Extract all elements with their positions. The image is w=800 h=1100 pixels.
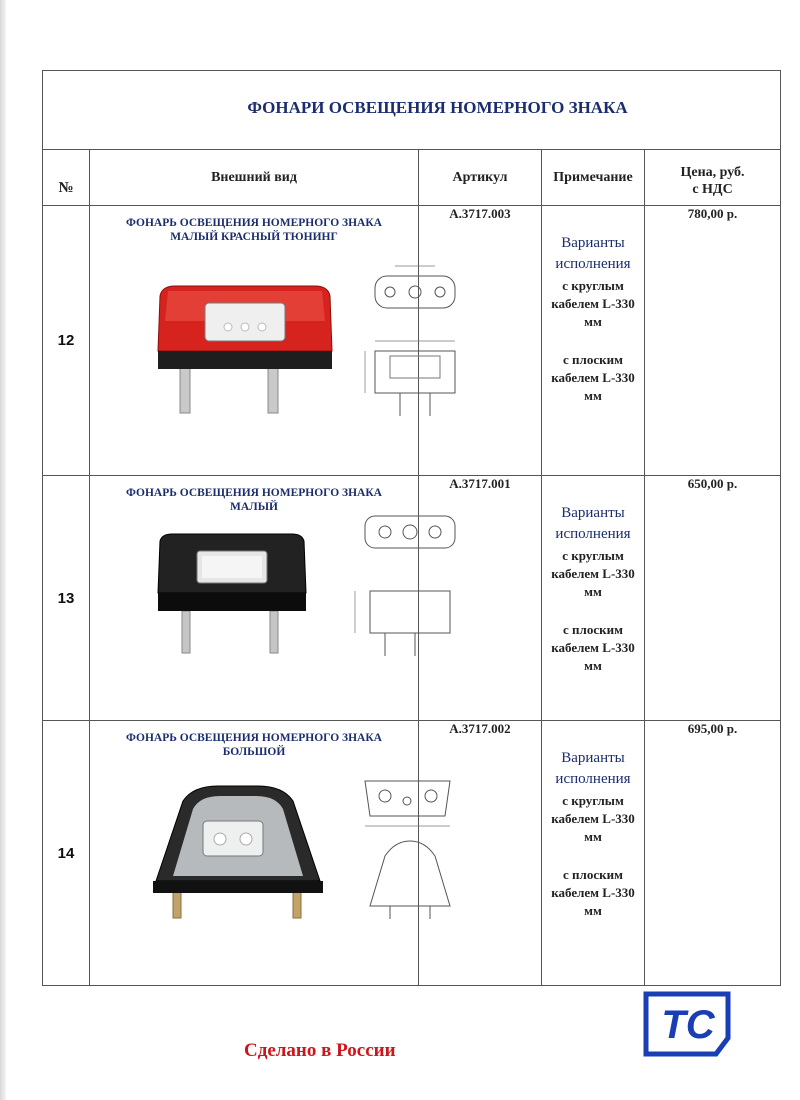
company-logo bbox=[638, 990, 738, 1060]
header-article: Артикул bbox=[419, 150, 542, 206]
page-title: ФОНАРИ ОСВЕЩЕНИЯ НОМЕРНОГО ЗНАКА bbox=[247, 98, 628, 117]
product-photo-large bbox=[148, 781, 328, 921]
table-header-row bbox=[43, 150, 781, 206]
made-in-russia-label: Сделано в России bbox=[244, 1040, 396, 1061]
product-title: ФОНАРЬ ОСВЕЩЕНИЯ НОМЕРНОГО ЗНАКА МАЛЫЙ bbox=[126, 487, 382, 513]
header-look: Внешний вид bbox=[90, 150, 419, 206]
table-row bbox=[43, 721, 781, 986]
product-photo-red-small bbox=[150, 281, 340, 416]
price-table bbox=[42, 70, 781, 986]
row-number: 14 bbox=[43, 721, 90, 986]
technical-drawing bbox=[345, 506, 465, 666]
product-photo-black-small bbox=[152, 531, 312, 656]
note-cell: Варианты исполнения с круглым кабелем L-330 мм с плоским кабелем L-330 мм bbox=[542, 206, 645, 476]
table-title-cell bbox=[43, 71, 781, 150]
technical-drawing bbox=[345, 771, 465, 921]
row-number: 13 bbox=[43, 476, 90, 721]
product-cell bbox=[90, 476, 419, 721]
product-cell bbox=[90, 206, 419, 476]
price-cell: 650,00 р. bbox=[645, 476, 781, 721]
header-note: Примечание bbox=[542, 150, 645, 206]
price-cell: 695,00 р. bbox=[645, 721, 781, 986]
article-cell: А.3717.002 bbox=[419, 721, 542, 986]
table-row bbox=[43, 206, 781, 476]
header-num: № bbox=[43, 150, 90, 206]
table-row bbox=[43, 476, 781, 721]
row-number: 12 bbox=[43, 206, 90, 476]
article-cell: А.3717.001 bbox=[419, 476, 542, 721]
note-cell: Варианты исполнения с круглым кабелем L-330 мм с плоским кабелем L-330 мм bbox=[542, 476, 645, 721]
product-title: ФОНАРЬ ОСВЕЩЕНИЯ НОМЕРНОГО ЗНАКА БОЛЬШОЙ bbox=[126, 732, 382, 758]
header-price: Цена, руб. с НДС bbox=[645, 150, 781, 206]
page-edge-shadow bbox=[0, 0, 6, 1100]
price-cell: 780,00 р. bbox=[645, 206, 781, 476]
product-cell bbox=[90, 721, 419, 986]
note-cell: Варианты исполнения с круглым кабелем L-330 мм с плоским кабелем L-330 мм bbox=[542, 721, 645, 986]
product-title: ФОНАРЬ ОСВЕЩЕНИЯ НОМЕРНОГО ЗНАКА МАЛЫЙ КРАСНЫЙ ТЮНИНГ bbox=[126, 217, 382, 243]
logo-text: TC bbox=[661, 1003, 715, 1047]
article-cell: А.3717.003 bbox=[419, 206, 542, 476]
technical-drawing bbox=[360, 256, 470, 426]
